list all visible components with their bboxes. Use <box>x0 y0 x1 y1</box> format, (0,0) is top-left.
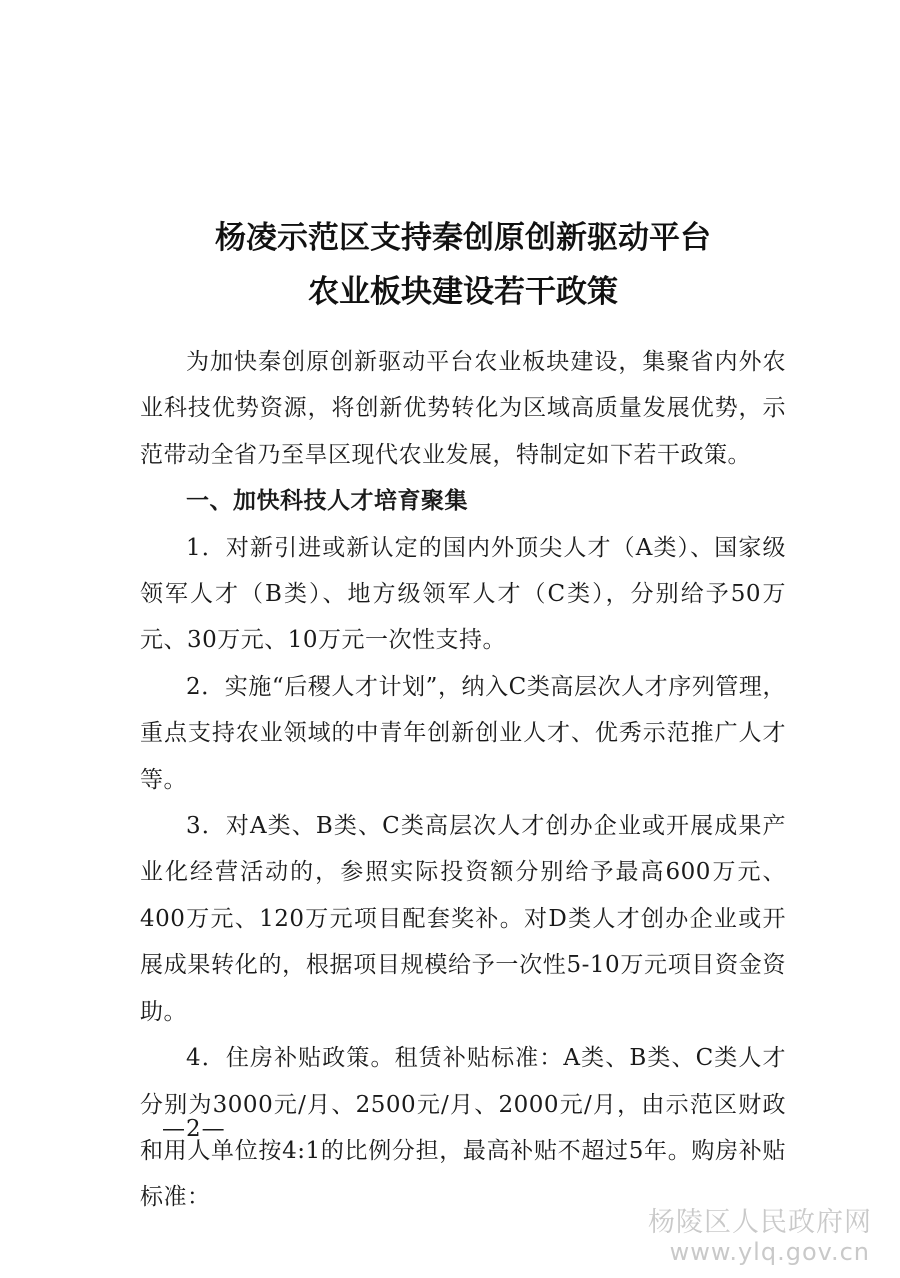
watermark-site-name: 杨陵区人民政府网 <box>648 1207 872 1238</box>
policy-item-3: 3．对A类、B类、C类高层次人才创办企业或开展成果产业化经营活动的，参照实际投资额分别给予最高600万元、400万元、120万元项目配套奖补。对D类人才创办企业或开展成果转化的，根据项目规模给予一次性5-10万元项目资金资助。 <box>140 813 786 1025</box>
policy-item-4: 4．住房补贴政策。租赁补贴标准：A类、B类、C类人才分别为3000元/月、2500元/月、2000元/月，由示范区财政和用人单位按4:1的比例分担，最高补贴不超过5年。购房补贴标准： <box>140 1045 786 1211</box>
page-number: —2— <box>162 1116 226 1142</box>
policy-item-2: 2．实施“后稷人才计划”，纳入C类高层次人才序列管理，重点支持农业领域的中青年创新创业人才、优秀示范推广人才等。 <box>140 673 786 793</box>
policy-item-1: 1．对新引进或新认定的国内外顶尖人才（A类）、国家级领军人才（B类）、地方级领军人才（C类），分别给予50万元、30万元、10万元一次性支持。 <box>140 534 786 654</box>
section-heading: 一、加快科技人才培育聚集 <box>186 488 468 515</box>
intro-paragraph: 为加快秦创原创新驱动平台农业板块建设，集聚省内外农业科技优势资源，将创新优势转化为区域高质量发展优势，示范带动全省乃至旱区现代农业发展，特制定如下若干政策。 <box>140 349 786 468</box>
document-title-line-2: 农业板块建设若干政策 <box>308 274 618 310</box>
watermark-site-url: www.ylq.gov.cn <box>669 1238 870 1266</box>
document-body <box>140 339 786 1221</box>
document-title-line-1: 杨凌示范区支持秦创原创新驱动平台 <box>215 220 711 256</box>
